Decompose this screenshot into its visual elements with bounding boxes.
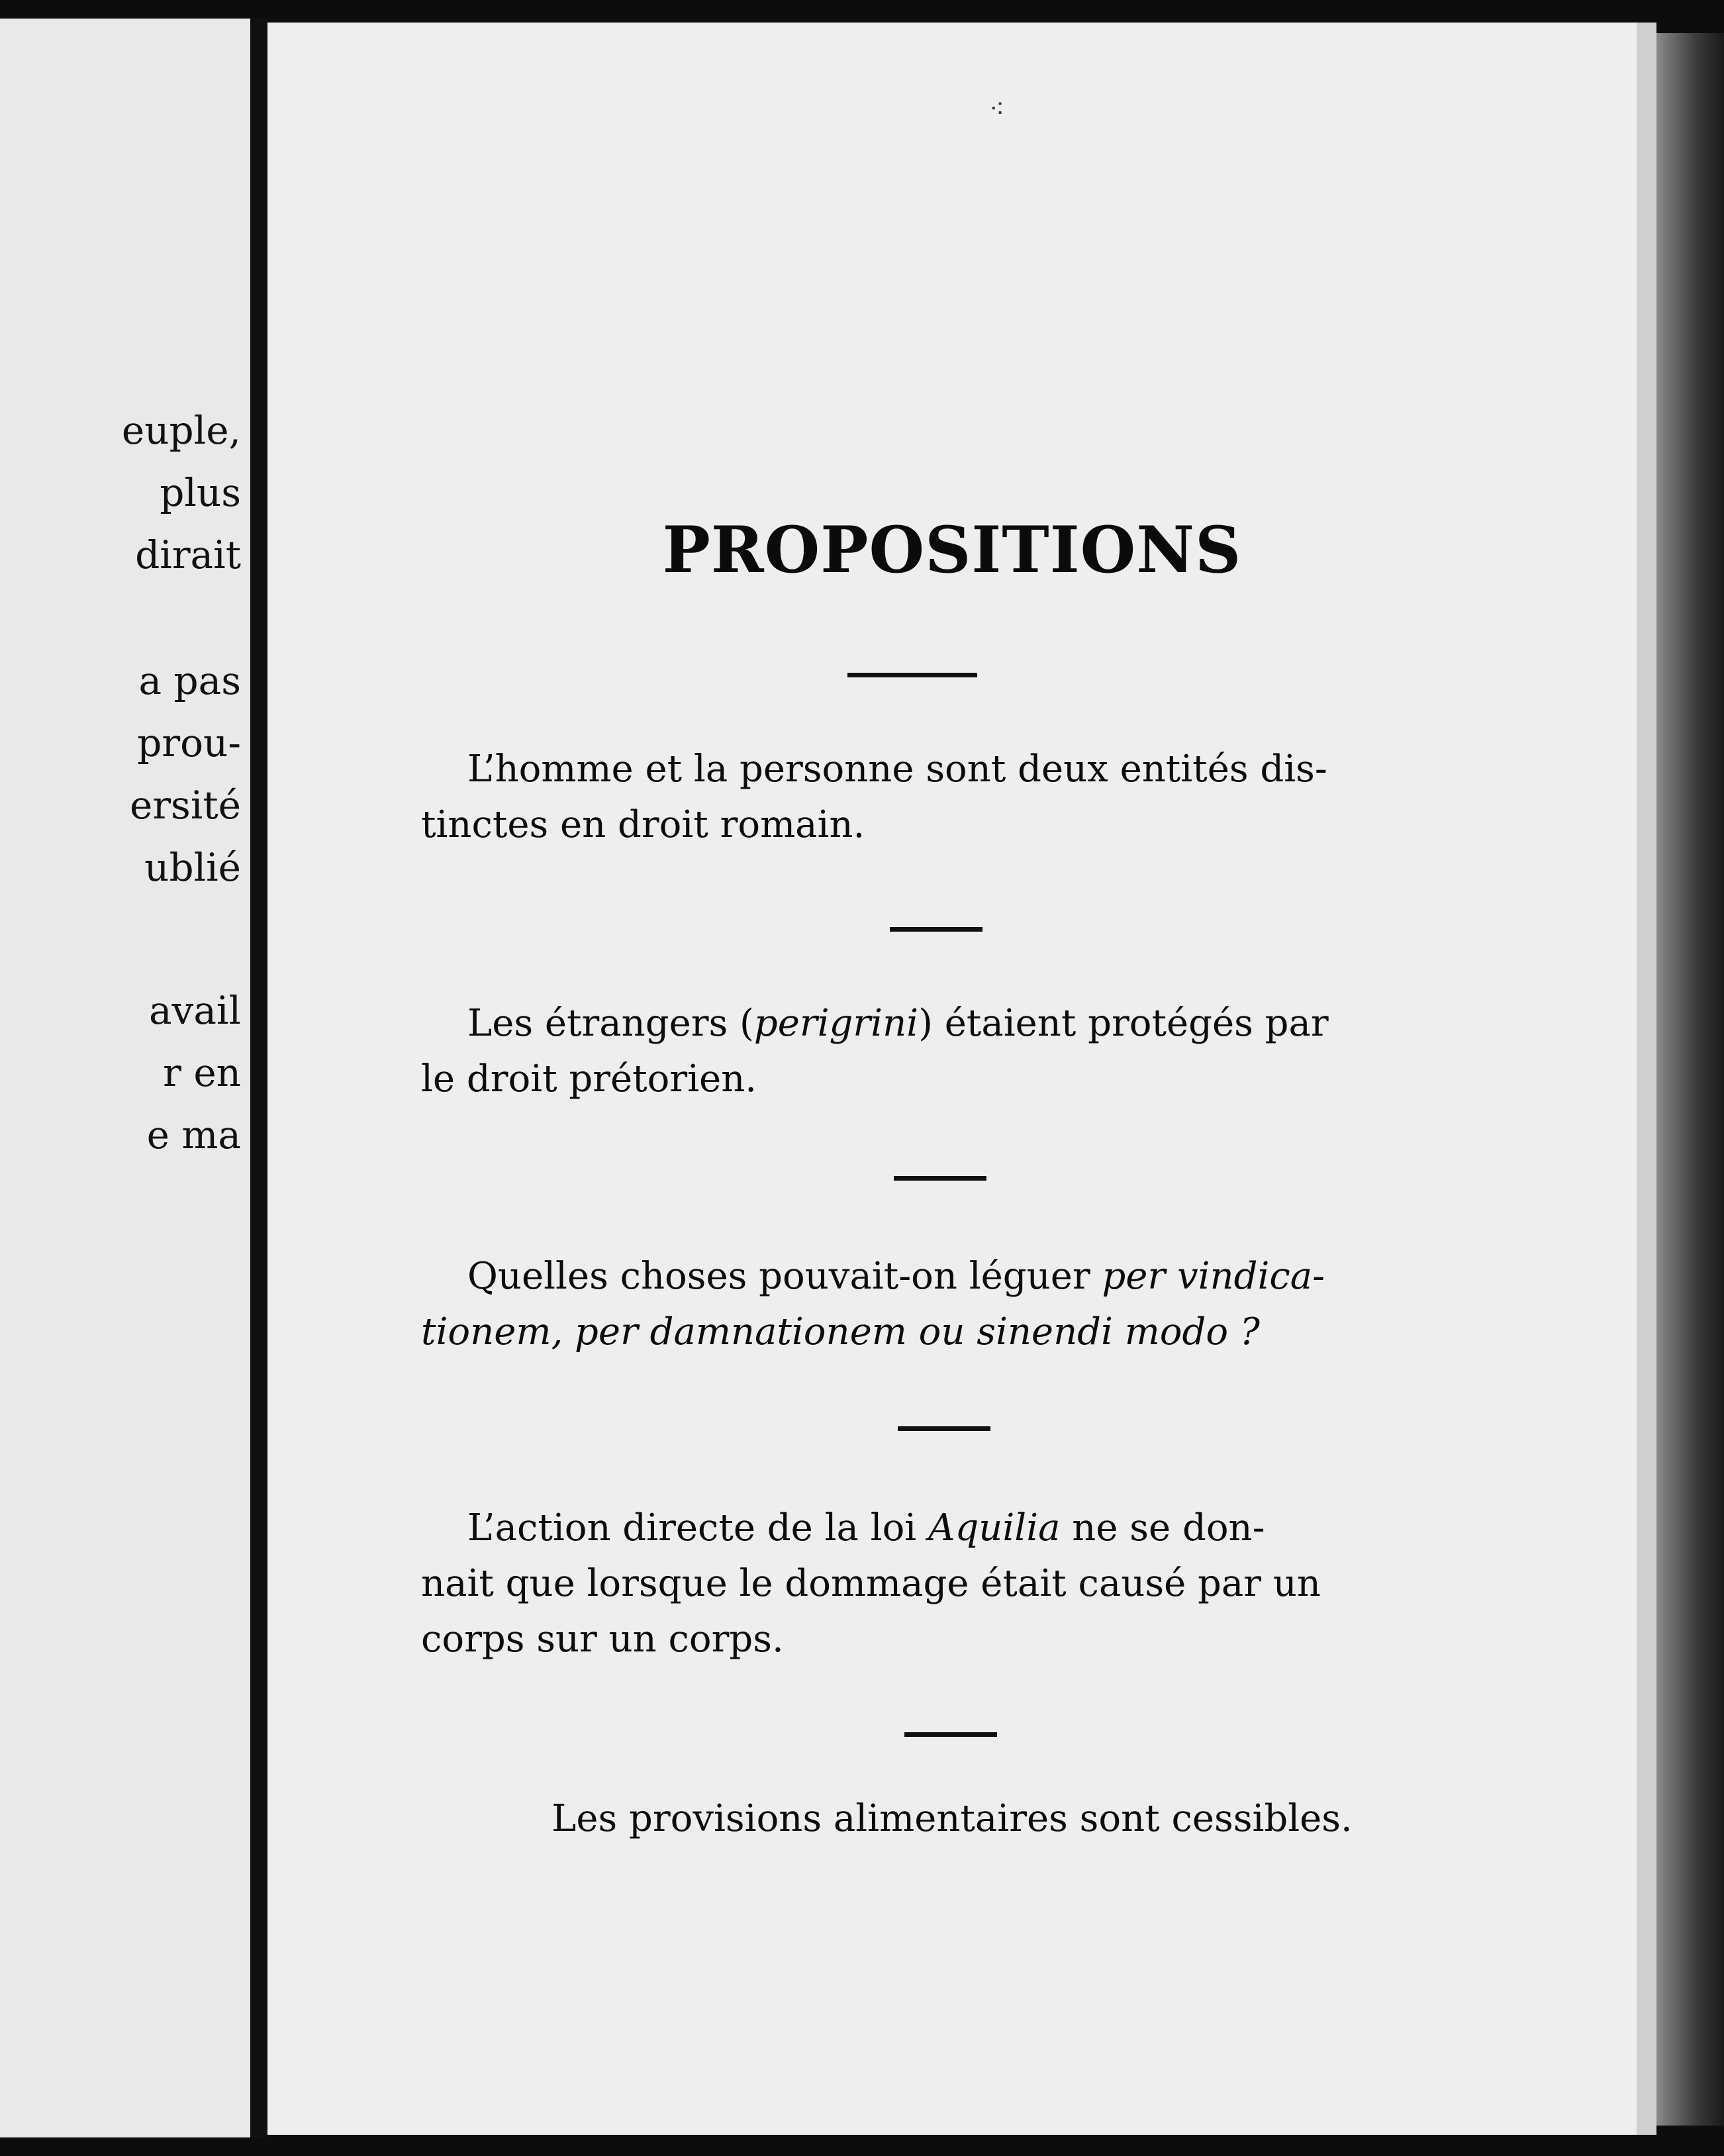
proposition-4-line-2: nait que lorsque le dommage était causé par un (421, 1562, 1321, 1605)
left-page-line: ublié (144, 845, 241, 890)
page-speck-mark: ⁖ (989, 94, 1005, 124)
separator-rule (894, 1176, 986, 1181)
separator-rule (890, 927, 982, 932)
left-page-line: e ma (146, 1112, 241, 1157)
proposition-3-line-1: Quelles choses pouvait-on léguer per vindica- (467, 1255, 1325, 1298)
main-page (267, 23, 1637, 2135)
proposition-4-line-3: corps sur un corps. (421, 1618, 784, 1661)
proposition-1 (421, 742, 1679, 853)
left-page-line: r en (163, 1050, 241, 1095)
proposition-2 (421, 996, 1679, 1107)
proposition-4 (421, 1500, 1679, 1667)
proposition-2-line-2: le droit prétorien. (421, 1057, 757, 1101)
left-page-line: plus (160, 470, 241, 515)
proposition-3-line-2: tionem, per damnationem ou sinendi modo ? (421, 1310, 1260, 1353)
proposition-1-line-1: L’homme et la personne sont deux entités dis- (467, 748, 1327, 791)
proposition-2-line-1: Les étrangers (perigrini) étaient protégés par (467, 1002, 1329, 1045)
left-page-line: ersité (130, 783, 241, 828)
left-facing-page (0, 19, 250, 2137)
proposition-5: Les provisions alimentaires sont cessibles. (551, 1797, 1353, 1840)
separator-rule (904, 1732, 997, 1737)
left-page-line: prou- (137, 720, 241, 765)
left-page-line: euple, (121, 408, 241, 453)
left-page-line: dirait (135, 532, 241, 577)
separator-rule (847, 673, 977, 677)
left-page-line: a pas (138, 658, 241, 703)
book-cover-edge (1656, 33, 1724, 2126)
proposition-3 (421, 1249, 1679, 1360)
page-title: PROPOSITIONS (662, 513, 1242, 587)
page-edge (1637, 23, 1656, 2135)
book-gutter (250, 19, 267, 2137)
left-page-line: avail (148, 988, 241, 1033)
separator-rule (898, 1426, 990, 1431)
proposition-4-line-1: L’action directe de la loi Aquilia ne se don- (467, 1506, 1265, 1549)
proposition-1-line-2: tinctes en droit romain. (421, 803, 865, 846)
